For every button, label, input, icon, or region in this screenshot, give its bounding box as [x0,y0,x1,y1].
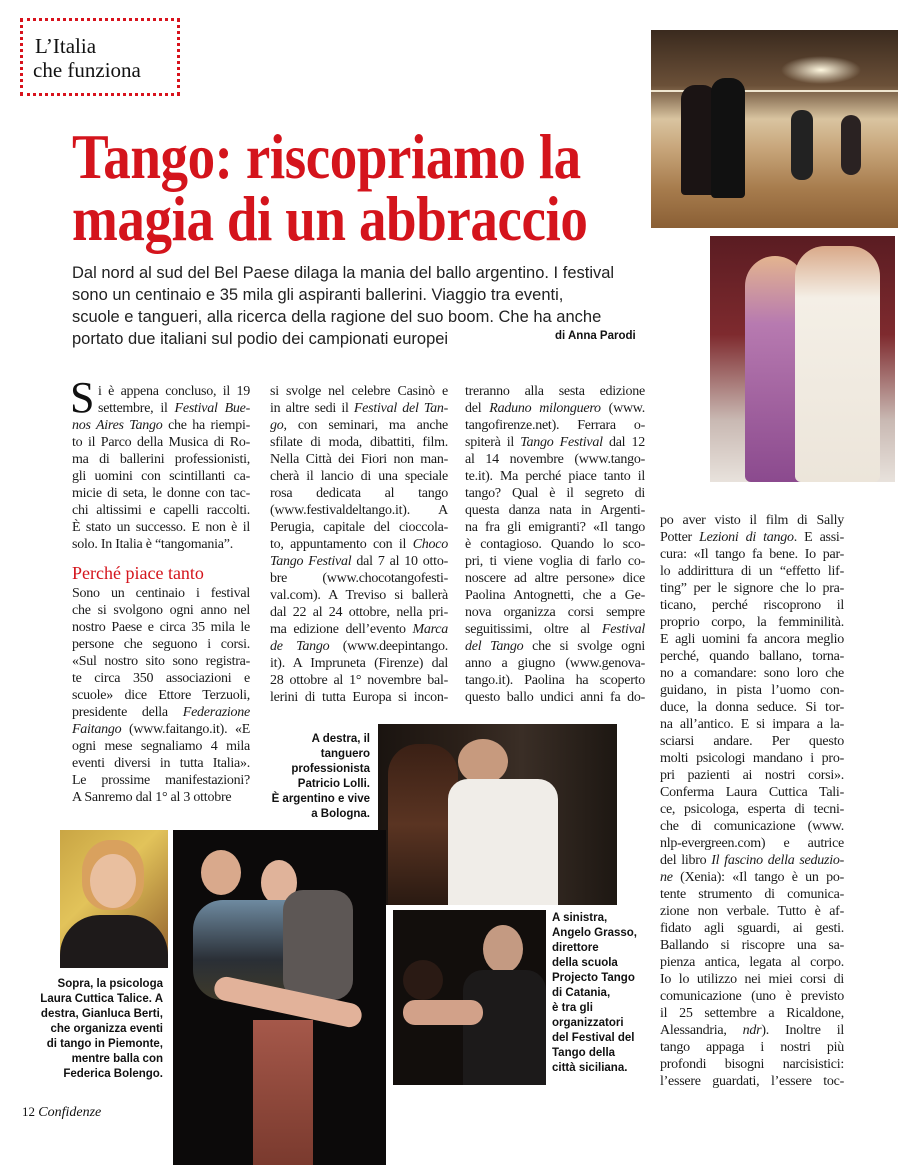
body-text-line: treranno alla sesta edizione [465,384,645,399]
body-text-line: del Tango che si svolge ogni [465,639,645,654]
photo-ballroom-dancers [651,30,898,228]
caption-line: è tra gli [552,1002,593,1014]
body-text-line: che di comunicazione (www. [660,819,844,834]
caption-line: A destra, il [311,733,370,745]
caption-line: organizzatori [552,1017,624,1029]
body-text-line: ting” per le signore che lo pra- [660,581,844,596]
page-number: 12 [22,1104,35,1119]
body-text-line: Potter Lezioni di tango. E assi- [660,530,844,545]
body-text-line: A Sanremo dal 1° al 3 ottobre [72,790,232,805]
body-text-line: l’essere guardati, l’essere toc- [660,1074,844,1089]
photo-competition-couple [710,236,895,482]
caption-line: a Bologna. [311,808,370,820]
body-text-line: de Tango (www.deepintango. [270,639,448,654]
body-text-line: sciarsi andare. Per questo [660,734,844,749]
kicker-line-1: L’Italia [35,34,97,58]
caption-line: Projecto Tango [552,972,635,984]
body-text-line: del Raduno milonguero (www. [465,401,646,416]
caption-line: Sopra, la psicologa [57,978,163,990]
body-text-line: cura: «Il tango fa bene. Io par- [660,547,844,562]
body-text-line: Ballando si riscopre una sa- [660,938,844,953]
body-text-line: E agli uomini fa ancora meglio [660,632,844,647]
caption-line: che organizza eventi [50,1023,163,1035]
caption-line: di Catania, [552,987,611,999]
photo-gianluca-berti-dancing [173,830,386,1165]
body-text-line: ce, psicologa, esperta di tecni- [660,802,844,817]
body-text-line: eventi diversi in tutta Italia». [72,756,250,771]
caption-line: direttore [552,942,599,954]
body-text-line: è contagioso. Quando lo sco- [465,537,645,552]
body-text-line: persone che seguono i corsi. [72,637,250,652]
body-text-line: Perugia, capitale del cioccola- [270,520,448,535]
page-footer [22,1104,101,1121]
body-text-line: Conferma Laura Cuttica Tali- [660,785,844,800]
body-text-line: gli uomini con scintillanti ca- [72,469,250,484]
body-text-line: nostro Paese e circa 35 mila le [72,620,250,635]
title-line-1: Tango: riscopriamo la [72,121,581,192]
caption-line: Federica Bolengo. [63,1068,163,1080]
body-text-line: presidente della Federazione [72,705,250,720]
body-text-line: fidato agli sguardi, ai gesti. [660,921,844,936]
body-text-line: pri, ti viene voglia di farlo co- [465,554,645,569]
body-text-line: tente strumento di comunica- [660,887,844,902]
body-text-line: settembre, il Festival Bue- [98,401,250,416]
body-text-line: questo ballo undici anni fa do- [465,690,645,705]
subtitle-line: scuole e tangueri, alla ricerca della ragione del suo boom. Che ha anche [72,308,602,326]
body-text-line: Sono un centinaio i festival [72,586,250,601]
body-text-line: questa danza nata in Argenti- [465,503,645,518]
subtitle-line: sono un centinaio e 35 mila gli aspiranti ballerini. Viaggio tra eventi, [72,286,564,304]
body-text-line: È stato un successo. E non è il [72,520,250,535]
body-column-3 [465,383,645,706]
body-text-line: ma di ballerini professionisti, [72,452,250,467]
body-text-line: duce, la donna seduce. Si tor- [660,700,844,715]
body-text-line: al 14 novembre (www.tango- [465,452,645,467]
body-text-line: sfilate di moda, dibattiti, film. [270,435,448,450]
body-text-line: spiterà il Tango Festival dal 12 [465,435,645,450]
caption-line: della scuola [552,957,618,969]
body-text-line: to il Parco della Musica di Ro- [72,435,250,450]
article-title [72,121,605,254]
body-column-2 [270,383,448,706]
body-text-line: te.it). Ma perché piace tanto il [465,469,645,484]
body-text-line: tangofirenze.net). Ferrara o- [465,418,645,433]
body-text-line: che si svolgono ogni anno nel [72,603,250,618]
caption-line: mentre balla con [71,1053,163,1065]
caption-line: Laura Cuttica Talice. A [40,993,163,1005]
caption-line: città siciliana. [552,1062,628,1074]
caption-line: destra, Gianluca Berti, [40,1008,163,1020]
body-text-line: Alessandria, ndr). Inoltre il [660,1023,844,1038]
body-text-line: ticano, perché riscoprono il [660,598,844,613]
body-text-line: molti psicologi mandano i pro- [660,751,844,766]
body-text-line: cherà il lancio di una speciale [270,469,448,484]
body-text-line: ogni mese segnaliamo 4 mila [72,739,250,754]
body-text-line: po aver visto il film di Sally [660,513,844,528]
photo-patricio-lolli [378,724,617,905]
body-text-line: val.com). A Treviso si ballerà [270,588,448,603]
body-text-line: rosa dedicata al tango [270,486,448,501]
kicker-line-2: che funziona [33,58,141,82]
body-text-line: to, appuntamento con il Choco [270,537,448,552]
body-text-line: nova organizza corsi sempre [465,605,645,620]
body-column-4 [660,512,844,1090]
body-column-1-intro [72,383,250,553]
body-text-line: del libro Il fascino della seduzio- [660,853,844,868]
subtitle-line: portato due italiani sul podio dei campionati europei [72,330,449,348]
body-text-line: il 25 settembre a Ricaldone, [660,1006,844,1021]
body-text-line: it). A Impruneta (Firenze) dal [270,656,448,671]
body-text-line: noscere ad altre persone» dice [465,571,645,586]
body-text-line: go, con seminari, ma anche [270,418,448,433]
body-text-line: Le prossime manifestazioni? [72,773,250,788]
section-subheading: Perché piace tanto [72,563,204,583]
body-text-line: si svolge nel celebre Casinò e [270,384,448,399]
subtitle-line: Dal nord al sud del Bel Paese dilaga la mania del ballo argentino. I festival [72,264,615,282]
body-text-line: solo. In Italia è “tangomania”. [72,537,233,552]
body-text-line: (www.festivaldeltango.it). A [270,503,448,518]
body-text-line: Nella Città dei Fiori non man- [270,452,448,467]
body-text-line: tango.it). Paolina ha scoperto [465,673,645,688]
caption-line: di tango in Piemonte, [46,1038,163,1050]
body-text-line: 28 ottobre al 1° novembre bal- [270,673,448,688]
body-text-line: scuole» dice Ettore Terzuoli, [72,688,250,703]
body-text-line: micie di seta, le donne con tac- [72,486,250,501]
body-text-line: Io lo utilizzo nei miei corsi di [660,972,844,987]
body-text-line: no a comandare: sono loro che [660,666,844,681]
body-text-line: te circa 350 associazioni e [72,671,250,686]
body-text-line: dal 22 al 24 ottobre, nella pri- [270,605,448,620]
body-text-line: comunicazione (uno è previsto [660,989,844,1004]
photo-laura-cuttica-talice [60,830,168,968]
body-text-line: ma edizione dell’evento Marca [270,622,448,637]
caption-line: Patricio Lolli. [297,778,370,790]
caption-line: del Festival del [552,1032,635,1044]
body-text-line: proprio corpo, la femminilità. [660,615,844,630]
body-text-line: anno a giugno (www.genova- [465,656,645,671]
author-byline: di Anna Parodi [555,330,636,342]
body-text-line: in altre sedi il Festival del Tan- [270,401,448,416]
body-text-line: zione non verbale. Tutto è af- [660,904,844,919]
caption-line: A sinistra, [552,912,608,924]
body-text-line: nlp-evergreen.com) e autrice [660,836,844,851]
drop-cap: S [70,373,95,422]
title-line-2: magia di un abbraccio [72,183,588,254]
body-text-line: «Sul nostro sito sono registra- [72,654,250,669]
photo-angelo-grasso [393,910,546,1085]
body-text-line: pienza antica, legata al corpo. [660,955,844,970]
body-text-line: nos Aires Tango che ha riempi- [72,418,250,433]
body-text-line: perché, quando ballano, torna- [660,649,844,664]
caption-laura-gianluca [20,977,163,1082]
caption-line: Angelo Grasso, [552,927,637,939]
magazine-name: Confidenze [38,1105,102,1120]
section-kicker-box [20,18,180,96]
body-text-line: seguitissimi, oltre al Festival [465,622,645,637]
caption-patricio-lolli [250,732,370,822]
caption-line: È argentino e vive [271,793,370,805]
body-text-line: Tango Festival dal 7 al 10 otto- [270,554,448,569]
body-text-line: tango? Qual è il segreto di [465,486,645,501]
body-text-line: pri pazienti ai nostri corsi». [660,768,844,783]
caption-angelo-grasso [552,911,652,1076]
body-text-line: na all’antico. E si impara a la- [660,717,844,732]
body-text-line: guidano, in pista l’uomo con- [660,683,844,698]
body-text-line: bre (www.chocotangofesti- [270,571,448,586]
body-text-line: Faitango (www.faitango.it). «E [72,722,250,737]
body-text-line: tango appaga i nostri più [660,1040,844,1055]
body-text-line: profondi bisogni narcisistici: [660,1057,844,1072]
caption-line: tanguero [320,748,370,760]
body-text-line: ne (Xenia): «Il tango è un po- [660,870,844,885]
body-text-line: na fra gli emigranti? «Il tango [465,520,645,535]
body-column-1 [72,585,250,806]
caption-line: Tango della [552,1047,616,1059]
body-text-line: chi altissimi e capelli raccolti. [72,503,250,518]
body-text-line: Paolina Antognetti, che a Ge- [465,588,645,603]
body-text-line: i è appena concluso, il 19 [98,384,250,399]
caption-line: professionista [291,763,370,775]
body-text-line: lerini di tutta Europa si incon- [270,690,448,705]
body-text-line: lo addirittura di un “effetto lif- [660,564,844,579]
